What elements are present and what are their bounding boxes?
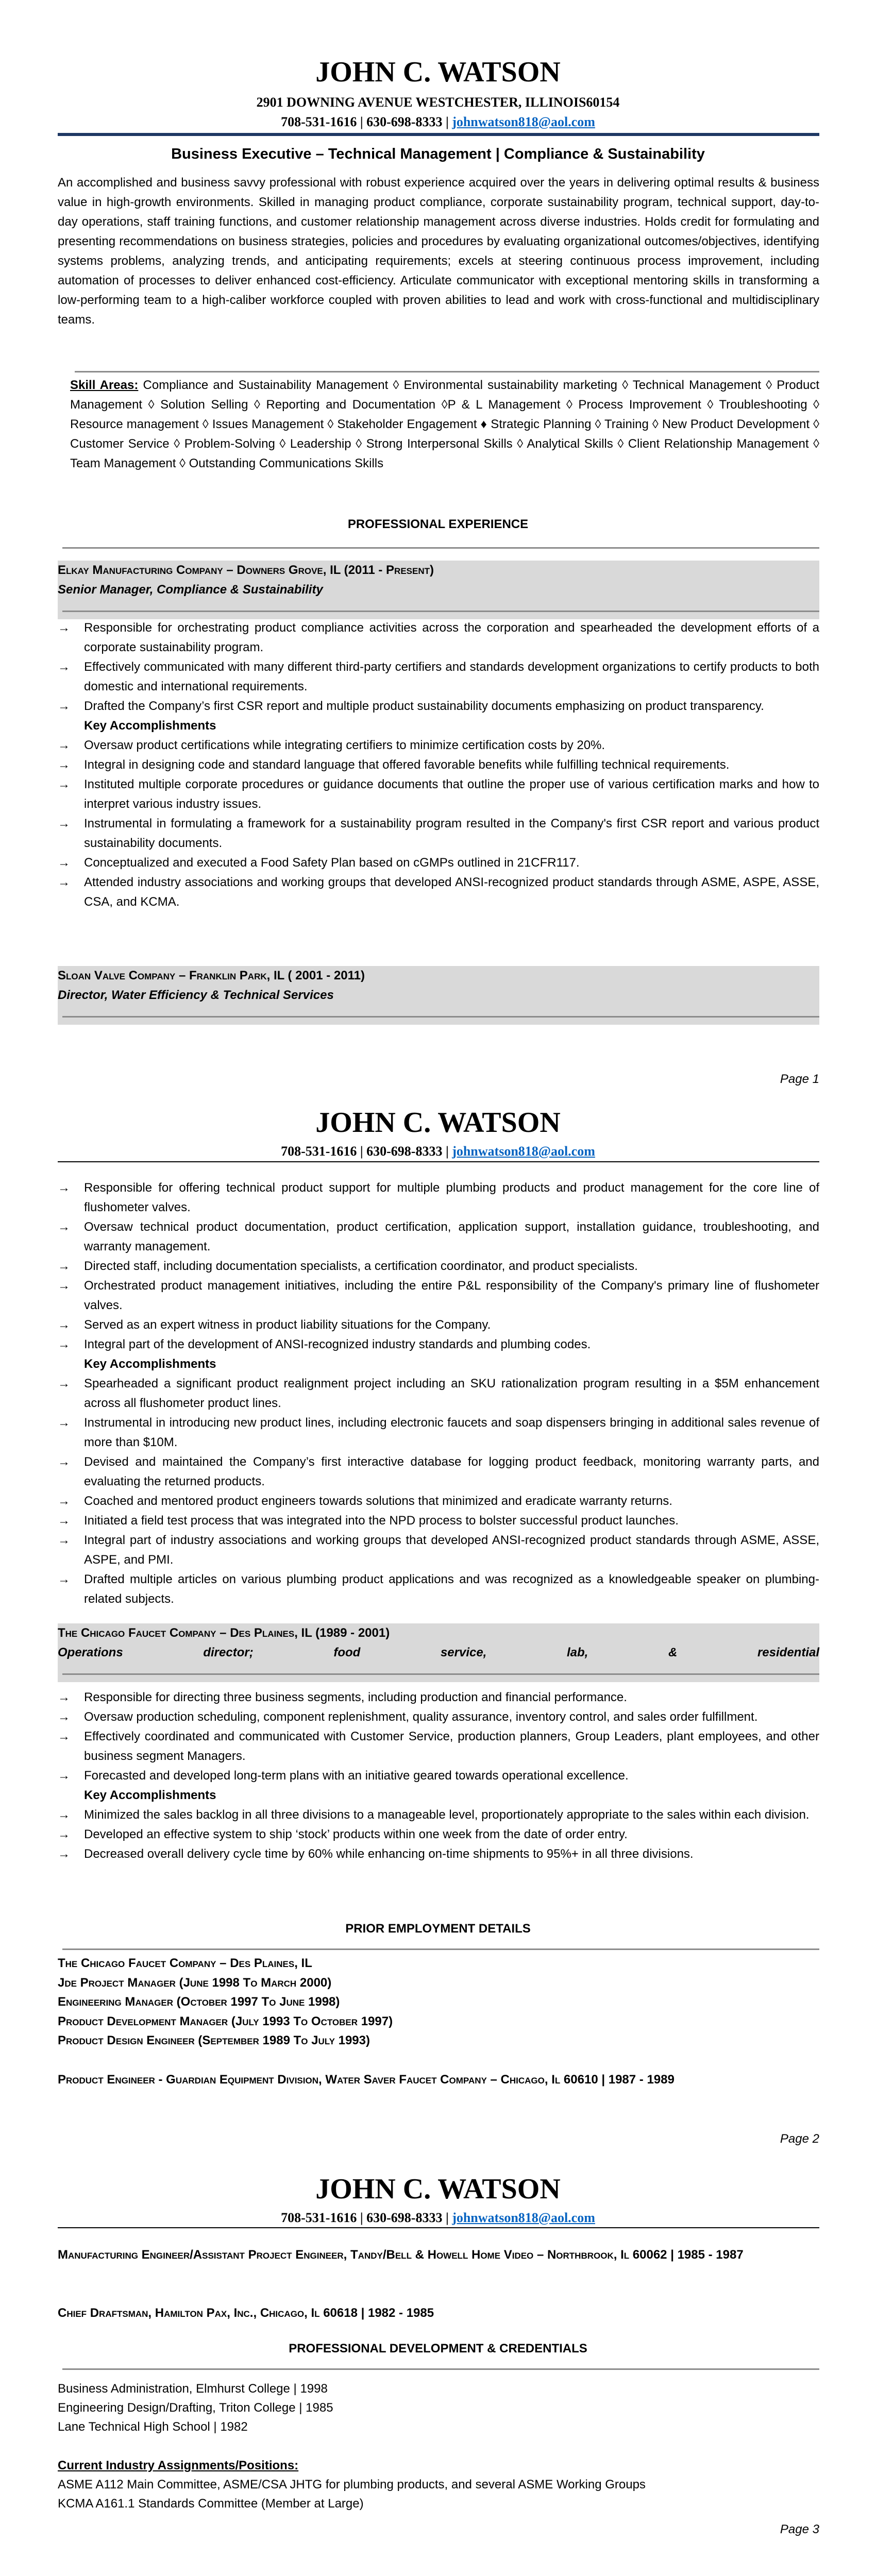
key-accomplishments-label: Key Accomplishments [84,1357,216,1371]
section-heading-credentials: PROFESSIONAL DEVELOPMENT & CREDENTIALS [289,2342,587,2355]
prior-line: Product Design Engineer (September 1989 To July 1993) [58,2033,370,2047]
bullet-text: Responsible for directing three business segments, including production and financial performance. [84,1690,627,1704]
arrow-bullet-icon: → [58,856,70,870]
bullet-text: Forecasted and developed long-term plans with an initiative geared towards operational excellence. [84,1769,629,1783]
page-number: Page 3 [780,2522,819,2536]
bullet-text: Oversaw product certifications while integrating certifiers to minimize certification costs by 20%. [84,738,605,752]
arrow-bullet-icon: → [58,1220,70,1234]
arrow-bullet-icon: → [58,1181,70,1195]
phone-numbers: 708-531-1616 | 630-698-8333 | [281,1144,452,1159]
company-line: Sloan Valve Company – Franklin Park, IL ( 2001 - 2011) [58,969,365,982]
job-title: Director, Water Efficiency & Technical Services [58,988,334,1002]
arrow-bullet-icon: → [58,817,70,831]
bullet-item [58,1335,819,1354]
arrow-bullet-icon: → [58,1847,70,1861]
key-accomplishments-label: Key Accomplishments [84,1788,216,1802]
section-heading-experience: PROFESSIONAL EXPERIENCE [347,517,529,531]
arrow-bullet-icon: → [58,1279,70,1293]
bullet-item [58,618,819,657]
education-item: Engineering Design/Drafting, Triton College | 1985 [58,2401,333,2415]
phone-numbers: 708-531-1616 | 630-698-8333 | [281,114,452,129]
job-header [58,561,819,619]
arrow-bullet-icon: → [58,1377,70,1391]
bullet-item [58,1492,819,1511]
arrow-bullet-icon: → [58,1416,70,1430]
bullet-text: Decreased overall delivery cycle time by 60% while enhancing on-time shipments to 95%+ in all three divisions. [84,1847,694,1861]
arrow-bullet-icon: → [58,1710,70,1724]
divider [62,1016,819,1018]
bullet-text: Drafted multiple articles on various plumbing product applications and was recognized as a knowledgeable speaker on plumbing-related subjects. [84,1572,819,1606]
bullet-text: Coached and mentored product engineers towards solutions that minimized and eradicate warranty returns. [84,1494,672,1508]
key-accomplishments-label: Key Accomplishments [84,719,216,733]
bullet-text: Responsible for orchestrating product compliance activities across the corporation and spearheaded the development efforts of a corporate sustainability program. [84,621,819,654]
bullet-item [58,1825,819,1844]
bullet-item [58,736,819,755]
summary: An accomplished and business savvy professional with robust experience acquired over the years in delivering optimal results & business value in high-growth environments. Skilled in managing product compliance, corporate sustainability program, technical support, day-to-day operations, staff training functions, and customer relationship management across diverse industries. Holds credit for formulating and presenting recommendations on business strategies, policies and procedures by evaluating organizational outcomes/objectives, identifying systems problems, analyzing trends, and anticipating requirements; excels at steering continuous process improvement, including automation of processes to deliver enhanced cost-efficiency. Articulate communicator with exceptional mentoring skills in transforming a low-performing team to a high-caliber workforce coupled with proven abilities to lead and work with cross-functional and multidisciplinary teams. [58,176,819,327]
candidate-name: JOHN C. WATSON [315,2173,561,2205]
header-divider [58,1161,819,1162]
bullet-text: Spearheaded a significant product realignment project including an SKU rationalization program resulting in a $5M enhancement across all flushometer product lines. [84,1377,819,1410]
bullet-item [58,1276,819,1315]
arrow-bullet-icon: → [58,660,70,674]
bullet-item [58,1570,819,1609]
job-title: Operations director; food service, lab, & residential [58,1646,819,1659]
bullet-text: Drafted the Company’s first CSR report and multiple product sustainability documents emphasizing on product transparency. [84,699,764,713]
bullet-text: Directed staff, including documentation specialists, a certification coordinator, and product specialists. [84,1259,638,1273]
bullet-item [58,1531,819,1570]
bullet-item [58,1688,819,1707]
arrow-bullet-icon: → [58,1455,70,1469]
divider [62,547,819,549]
bullet-item [58,1707,819,1727]
skill-areas-text: Compliance and Sustainability Management ◊ Environmental sustainability marketing ◊ Technical Management ◊ Product Management ◊ Solution Selling ◊ Reporting and Documentation ◊P & L Management ◊ Process Improvement ◊ Troubleshooting ◊ Resource management ◊ Issues Management ◊ Stakeholder Engagement ♦ Strategic Planning ◊ Training ◊ New Product Development ◊ Customer Service ◊ Problem-Solving ◊ Leadership ◊ Strong Interpersonal Skills ◊ Analytical Skills ◊ Client Relationship Management ◊ Team Management ◊ Outstanding Communications Skills [70,378,820,470]
arrow-bullet-icon: → [58,1690,70,1704]
bullet-text: Effectively communicated with many different third-party certifiers and standards development organizations to certify products to both domestic and international requirements. [84,660,819,693]
address: 2901 DOWNING AVENUE WESTCHESTER, ILLINOIS60154 [256,95,620,110]
headline: Business Executive – Technical Management | Compliance & Sustainability [171,146,705,162]
bullet-item [58,1844,819,1864]
job-bullets [58,1178,819,1609]
skill-areas [70,376,819,473]
arrow-bullet-icon: → [58,777,70,791]
prior-line: Jde Project Manager (June 1998 To March 2000) [58,1975,332,1990]
arrow-bullet-icon: → [58,1769,70,1783]
prior-line: The Chicago Faucet Company – Des Plaines, IL [58,1956,312,1970]
bullet-text: Orchestrated product management initiatives, including the entire P&L responsibility of the Company's primary line of flushometer valves. [84,1279,819,1312]
skill-areas-label: Skill Areas: [70,378,139,392]
bullet-text: Attended industry associations and working groups that developed ANSI-recognized product standards through ASME, ASPE, ASSE, CSA, and KCMA. [84,875,819,909]
bullet-text: Minimized the sales backlog in all three divisions to a manageable level, proportionately appropriate to the sales within each division. [84,1808,810,1822]
bullet-item [58,1178,819,1217]
bullet-text: Responsible for offering technical product support for multiple plumbing products and product management for the core line of flushometer valves. [84,1181,819,1214]
bullet-text: Integral in designing code and standard language that offered favorable benefits while fulfilling technical requirements. [84,758,730,772]
job-bullets [58,618,819,912]
bullet-item [58,1257,819,1276]
bullet-text: Instrumental in formulating a framework for a sustainability program resulted in the Company's first CSR report and various product sustainability documents. [84,817,819,850]
contact-line [0,114,876,130]
bullet-item [58,657,819,697]
header-divider [58,133,819,136]
arrow-bullet-icon: → [58,875,70,889]
bullet-item [58,1727,819,1766]
divider [62,2368,819,2370]
arrow-bullet-icon: → [58,621,70,635]
bullet-text: Integral part of industry associations and working groups that developed ANSI-recognized product standards through ASME, ASSE, ASPE, and PMI. [84,1533,819,1567]
email-link[interactable]: johnwatson818@aol.com [452,2210,595,2225]
arrow-bullet-icon: → [58,758,70,772]
education-item: Lane Technical High School | 1982 [58,2420,248,2434]
phone-numbers: 708-531-1616 | 630-698-8333 | [281,2210,452,2225]
bullet-item [58,1766,819,1786]
arrow-bullet-icon: → [58,1827,70,1841]
divider [62,1948,819,1950]
prior-position: Manufacturing Engineer/Assistant Project Engineer, Tandy/Bell & Howell Home Video – Northbrook, Il 60062 | 1985 - 1987 [58,2248,744,2262]
bullet-item [58,1413,819,1452]
industry-assignments [58,2456,819,2513]
candidate-name: JOHN C. WATSON [315,56,561,88]
bullet-item [58,853,819,873]
education-list [58,2379,819,2436]
bullet-item [58,1511,819,1531]
assignments-label: Current Industry Assignments/Positions: [58,2459,299,2472]
bullet-text: Conceptualized and executed a Food Safety Plan based on cGMPs outlined in 21CFR117. [84,856,580,870]
company-line: Elkay Manufacturing Company – Downers Grove, IL (2011 - Present) [58,563,434,577]
arrow-bullet-icon: → [58,1514,70,1528]
contact-line [0,1144,876,1159]
bullet-item [58,755,819,775]
arrow-bullet-icon: → [58,1259,70,1273]
bullet-text: Oversaw production scheduling, component replenishment, quality assurance, inventory control, and sales order fulfillment. [84,1710,758,1724]
bullet-text: Initiated a field test process that was integrated into the NPD process to bolster successful product launches. [84,1514,679,1528]
bullet-text: Instrumental in introducing new product lines, including electronic faucets and soap dispensers bringing in additional sales revenue of more than $10M. [84,1416,819,1449]
bullet-item [58,814,819,853]
divider [62,611,819,612]
prior-position: Chief Draftsman, Hamilton Pax, Inc., Chicago, Il 60618 | 1982 - 1985 [58,2306,434,2320]
bullet-item [58,1805,819,1825]
job-header [58,1623,819,1682]
arrow-bullet-icon: → [58,738,70,752]
assignment-item: KCMA A161.1 Standards Committee (Member at Large) [58,2497,364,2511]
prior-line: Engineering Manager (October 1997 To June 1998) [58,1995,340,2009]
arrow-bullet-icon: → [58,1533,70,1547]
email-link[interactable]: johnwatson818@aol.com [452,114,595,129]
bullet-item [58,775,819,814]
prior-position: Product Engineer - Guardian Equipment Division, Water Saver Faucet Company – Chicago, Il 60610 | 1987 - 1989 [58,2073,675,2087]
bullet-item [58,697,819,716]
arrow-bullet-icon: → [58,1572,70,1586]
arrow-bullet-icon: → [58,1808,70,1822]
prior-employment-list [58,1954,819,2050]
prior-line: Product Development Manager (July 1993 To October 1997) [58,2014,393,2028]
education-item: Business Administration, Elmhurst College | 1998 [58,2382,328,2396]
bullet-text: Served as an expert witness in product liability situations for the Company. [84,1318,491,1332]
divider [62,1673,819,1675]
job-title: Senior Manager, Compliance & Sustainability [58,583,323,597]
bullet-text: Devised and maintained the Company’s first interactive database for logging product feedback, monitoring warranty parts, and evaluating the returned products. [84,1455,819,1488]
bullet-text: Effectively coordinated and communicated with Customer Service, production planners, Group Leaders, plant employees, and other business segment Managers. [84,1730,819,1763]
job-bullets [58,1688,819,1864]
header-divider [58,2227,819,2228]
bullet-text: Oversaw technical product documentation, product certification, application support, installation guidance, troubleshooting, and warranty management. [84,1220,819,1253]
arrow-bullet-icon: → [58,699,70,713]
contact-line [0,2210,876,2226]
bullet-item [58,1374,819,1413]
email-link[interactable]: johnwatson818@aol.com [452,1144,595,1159]
company-line: The Chicago Faucet Company – Des Plaines, IL (1989 - 2001) [58,1626,390,1640]
assignment-item: ASME A112 Main Committee, ASME/CSA JHTG for plumbing products, and several ASME Working Groups [58,2478,646,2492]
bullet-text: Instituted multiple corporate procedures or guidance documents that outline the proper use of various certification marks and how to interpret various industry issues. [84,777,819,811]
arrow-bullet-icon: → [58,1494,70,1508]
bullet-item [58,1452,819,1492]
job-header [58,966,819,1025]
section-heading-prior: PRIOR EMPLOYMENT DETAILS [345,1922,531,1936]
arrow-bullet-icon: → [58,1730,70,1743]
arrow-bullet-icon: → [58,1318,70,1332]
arrow-bullet-icon: → [58,1337,70,1351]
bullet-text: Developed an effective system to ship ‘stock’ products within one week from the date of order entry. [84,1827,628,1841]
bullet-text: Integral part of the development of ANSI-recognized industry standards and plumbing codes. [84,1337,591,1351]
page-number: Page 2 [780,2132,819,2146]
candidate-name: JOHN C. WATSON [315,1107,561,1139]
bullet-item [58,873,819,912]
bullet-item [58,1315,819,1335]
page-number: Page 1 [780,1072,819,1086]
bullet-item [58,1217,819,1257]
divider [75,371,819,372]
